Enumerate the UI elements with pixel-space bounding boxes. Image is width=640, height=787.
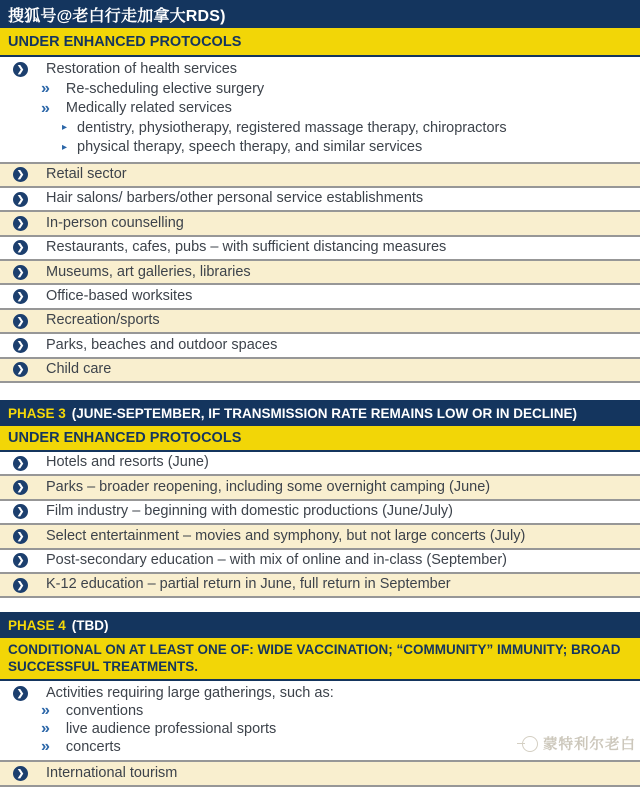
list-item-label: Office-based worksites: [46, 287, 193, 304]
triangle-bullet-icon: ▸: [62, 141, 68, 153]
list-item-label: Film industry – beginning with domestic productions (June/July): [46, 503, 453, 520]
list-item-label: Restoration of health services: [46, 61, 238, 77]
protocols-label: UNDER ENHANCED PROTOCOLS: [8, 430, 242, 447]
section-divider: [0, 598, 640, 612]
list-item-label: K-12 education – partial return in June, full return in September: [46, 576, 451, 593]
list-item-label: Activities requiring large gatherings, such as:: [46, 685, 334, 702]
double-chevron-icon: »: [41, 99, 50, 117]
list-item: [0, 212, 640, 236]
chevron-circle-icon: ❯: [13, 553, 28, 568]
list-item: [0, 164, 640, 188]
phase3-header-bar: [0, 400, 640, 426]
protocols-label: UNDER ENHANCED PROTOCOLS: [8, 33, 242, 50]
list-item-label: Recreation/sports: [46, 312, 160, 329]
chevron-circle-icon: ❯: [13, 686, 28, 701]
list-item: [0, 550, 640, 574]
watermark-label: 蒙特利尔老白: [543, 737, 636, 753]
watermark-logo-icon: [522, 736, 538, 752]
list-item: [0, 574, 640, 598]
list-item: [0, 310, 640, 334]
list-item-label: Museums, art galleries, libraries: [46, 263, 251, 280]
chevron-circle-icon: ❯: [13, 62, 28, 77]
list-item: [0, 188, 640, 212]
sub-item-label: conventions: [65, 703, 144, 720]
list-item: [0, 501, 640, 525]
sub-item-label: live audience professional sports: [65, 721, 277, 738]
chevron-circle-icon: ❯: [13, 265, 28, 280]
chevron-circle-icon: ❯: [13, 480, 28, 495]
list-item-label: Hotels and resorts (June): [46, 454, 209, 471]
section-divider: [0, 383, 640, 400]
triangle-bullet-icon: ▸: [62, 122, 68, 134]
list-item-label: Restaurants, cafes, pubs – with sufficient distancing measures: [46, 239, 447, 256]
phase2-header-bar: [0, 0, 640, 28]
list-item-label: Hair salons/ barbers/other personal service establishments: [46, 190, 424, 207]
list-item-label: Parks – broader reopening, including some overnight camping (June): [46, 478, 491, 495]
list-item-label: In-person counselling: [46, 214, 184, 231]
sub-item-label: Medically related services: [65, 100, 232, 116]
list-item: [0, 261, 640, 285]
chevron-circle-icon: ❯: [13, 504, 28, 519]
list-item-label: Select entertainment – movies and symphony, but not large concerts (July): [46, 527, 526, 544]
phase2-section: [0, 0, 640, 383]
double-chevron-icon: »: [41, 738, 50, 756]
phase4-title-detail: (TBD): [71, 617, 109, 633]
chevron-circle-icon: ❯: [13, 167, 28, 182]
chevron-circle-icon: ❯: [13, 338, 28, 353]
list-item: [0, 285, 640, 309]
phase4-condition-bar: [0, 638, 640, 681]
sub-item-label: Re-scheduling elective surgery: [65, 80, 265, 97]
phase4-header-bar: [0, 612, 640, 638]
chevron-circle-icon: ❯: [13, 216, 28, 231]
list-item-label: International tourism: [46, 764, 178, 781]
list-item-label: Parks, beaches and outdoor spaces: [46, 336, 278, 353]
detail-item-label: physical therapy, speech therapy, and similar services: [77, 139, 423, 155]
list-item: [0, 359, 640, 383]
phase4-section: [0, 612, 640, 786]
phase3-section: [0, 400, 640, 598]
chevron-circle-icon: ❯: [13, 362, 28, 377]
condition-label: CONDITIONAL ON AT LEAST ONE OF: WIDE VACCINATION; “COMMUNITY” IMMUNITY; BROAD SUCCESSFUL TREATMENTS.: [8, 642, 621, 674]
chevron-circle-icon: ❯: [13, 289, 28, 304]
list-item-health-services: [0, 57, 640, 164]
chevron-circle-icon: ❯: [13, 766, 28, 781]
list-item: [0, 334, 640, 358]
phase3-title: PHASE 3: [8, 405, 66, 421]
phase3-protocols-bar: [0, 426, 640, 452]
list-item: [0, 237, 640, 261]
phase2-protocols-bar: [0, 28, 640, 57]
list-item: [0, 476, 640, 500]
chevron-circle-icon: ❯: [13, 314, 28, 329]
double-chevron-icon: »: [41, 80, 50, 98]
list-item-label: Retail sector: [46, 165, 127, 182]
double-chevron-icon: »: [41, 702, 50, 720]
chevron-circle-icon: ❯: [13, 240, 28, 255]
watermark: [522, 733, 636, 754]
list-item-label: Post-secondary education – with mix of online and in-class (September): [46, 552, 508, 569]
double-chevron-icon: »: [41, 720, 50, 738]
detail-item-label: dentistry, physiotherapy, registered massage therapy, chiropractors: [77, 119, 507, 136]
chevron-circle-icon: ❯: [13, 192, 28, 207]
list-item: [0, 525, 640, 549]
chevron-circle-icon: ❯: [13, 529, 28, 544]
list-item-label: Child care: [46, 361, 112, 378]
chevron-circle-icon: ❯: [13, 456, 28, 471]
watermark-header-text: 搜狐号@老白行走加拿大RDS): [8, 7, 226, 25]
list-item: [0, 452, 640, 476]
chevron-circle-icon: ❯: [13, 578, 28, 593]
sub-item-label: concerts: [65, 739, 121, 756]
phase3-title-detail: (JUNE-SEPTEMBER, IF TRANSMISSION RATE REMAINS LOW OR IN DECLINE): [71, 405, 578, 421]
phase4-title: PHASE 4: [8, 617, 66, 633]
